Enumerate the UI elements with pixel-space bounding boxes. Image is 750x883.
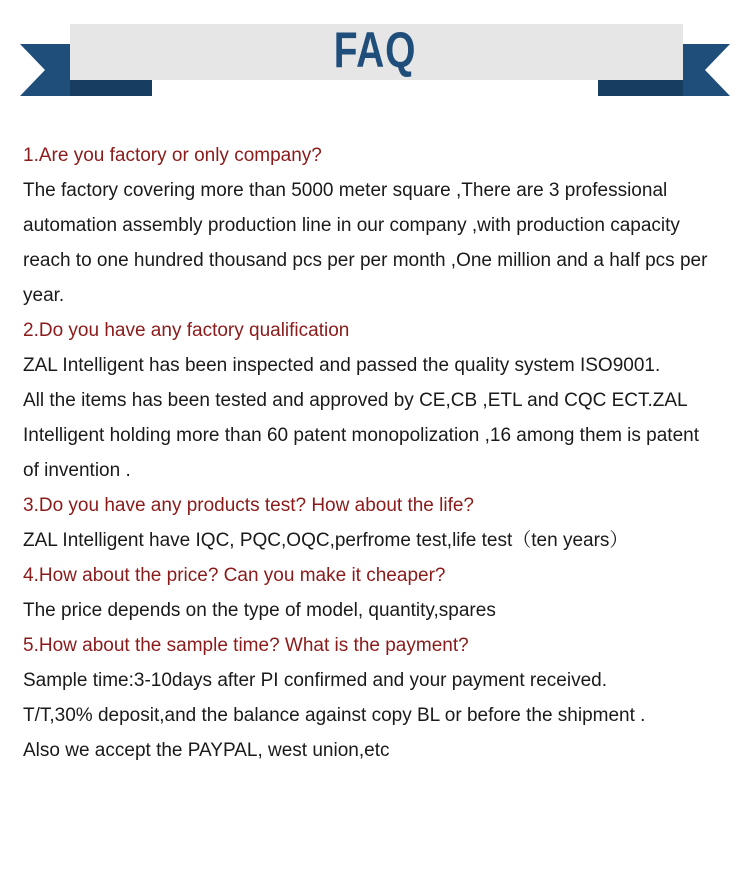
faq-answer-line: ZAL Intelligent have IQC, PQC,OQC,perfrome test,life test（ten years）: [23, 530, 629, 551]
faq-answer-line: ZAL Intelligent has been inspected and passed the quality system ISO9001.: [23, 355, 661, 376]
faq-answer-line: All the items has been tested and approved by CE,CB ,ETL and CQC ECT.ZAL: [23, 390, 688, 411]
faq-question: 1.Are you factory or only company?: [23, 145, 322, 166]
faq-banner: [0, 0, 750, 110]
faq-answer-line: The price depends on the type of model, quantity,spares: [23, 600, 496, 621]
page-title: FAQ: [333, 22, 417, 78]
faq-answer-line: Intelligent holding more than 60 patent monopolization ,16 among them is patent: [23, 425, 700, 446]
faq-answer-line: Also we accept the PAYPAL, west union,etc: [23, 740, 390, 761]
faq-answer-line: of invention .: [23, 460, 131, 481]
faq-answer-line: T/T,30% deposit,and the balance against copy BL or before the shipment .: [23, 705, 646, 726]
right-fold: [598, 80, 683, 96]
faq-question: 2.Do you have any factory qualification: [23, 320, 350, 341]
faq-question: 5.How about the sample time? What is the payment?: [23, 635, 469, 656]
faq-answer-line: year.: [23, 285, 65, 306]
faq-answer-line: reach to one hundred thousand pcs per per month ,One million and a half pcs per: [23, 250, 708, 271]
faq-question: 3.Do you have any products test? How about the life?: [23, 495, 474, 516]
faq-content: [23, 138, 748, 768]
faq-answer-line: The factory covering more than 5000 meter square ,There are 3 professional: [23, 180, 668, 201]
left-fold: [70, 80, 152, 96]
faq-answer-line: Sample time:3-10days after PI confirmed and your payment received.: [23, 670, 608, 691]
faq-question: 4.How about the price? Can you make it cheaper?: [23, 565, 446, 586]
faq-answer-line: automation assembly production line in our company ,with production capacity: [23, 215, 680, 236]
